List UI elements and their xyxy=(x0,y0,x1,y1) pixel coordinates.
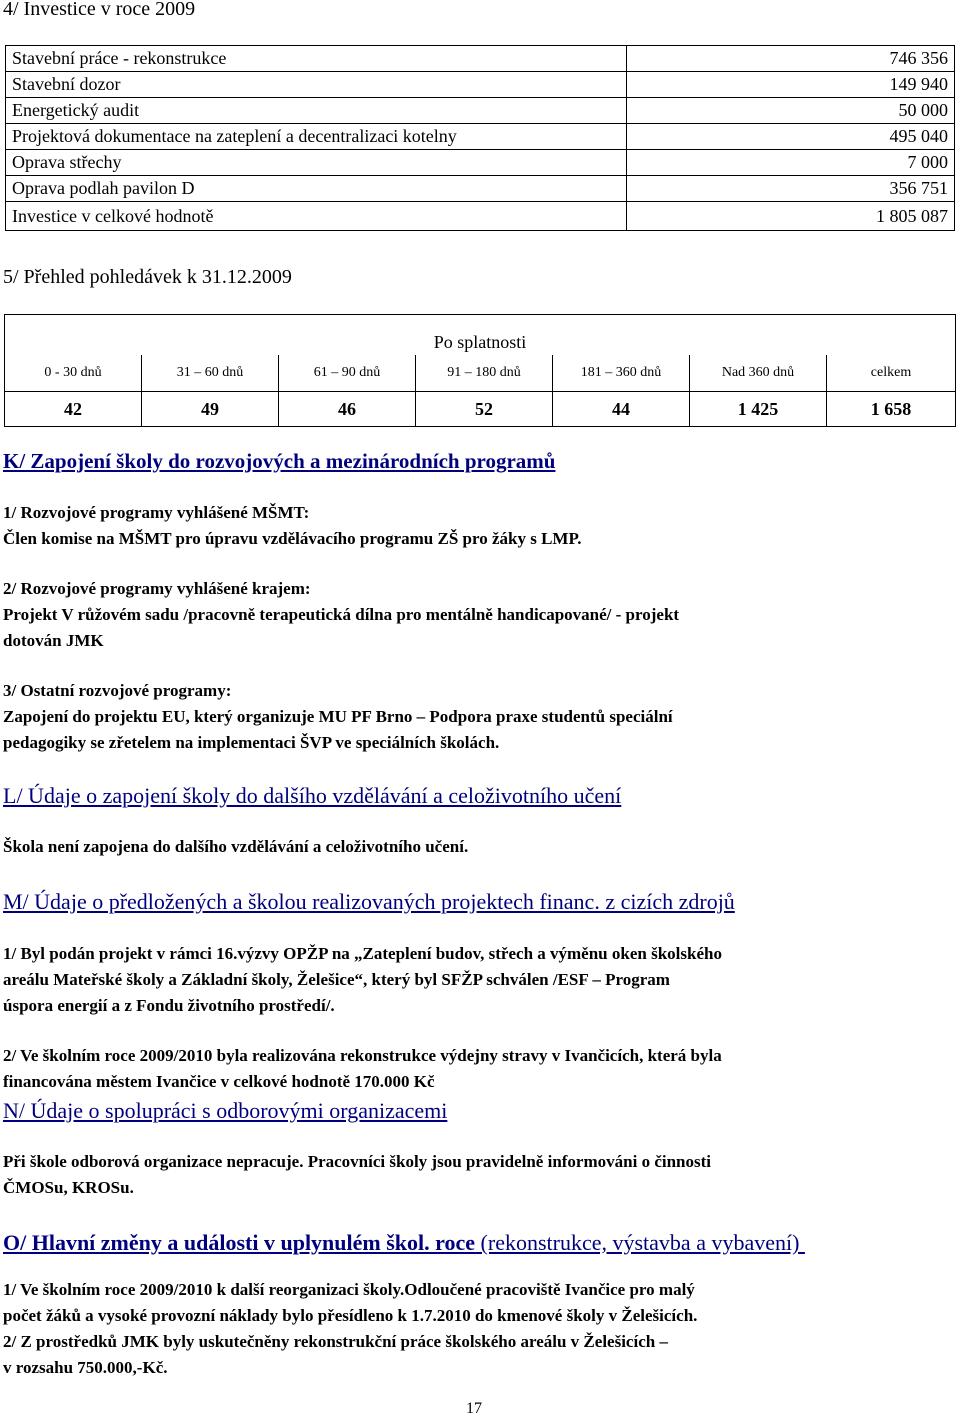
row-value: 149 940 xyxy=(627,72,955,98)
section-m-heading: M/ Údaje o předložených a školou realizovaných projektech financ. z cizích zdrojů xyxy=(3,889,735,914)
value-cell: 1 425 xyxy=(690,392,827,427)
section-k-heading: K/ Zapojení školy do rozvojových a mezinárodních programů xyxy=(3,449,556,473)
row-label: Oprava střechy xyxy=(6,150,627,176)
section-k-p1-line1: 1/ Rozvojové programy vyhlášené MŠMT: xyxy=(3,503,310,522)
section-m-p1-line3: úspora energií a z Fondu životního prostředí/. xyxy=(3,996,335,1015)
section-k-p3-line2: Zapojení do projektu EU, který organizuje MU PF Brno – Podpora praxe studentů speciální xyxy=(3,707,673,726)
table-row xyxy=(6,150,955,176)
section-k-p1-line2: Člen komise na MŠMT pro úpravu vzdělávacího programu ZŠ pro žáky s LMP. xyxy=(3,529,582,548)
table-row xyxy=(6,124,955,150)
row-label: Energetický audit xyxy=(6,98,627,124)
row-value: 495 040 xyxy=(627,124,955,150)
section-o-p2-line2: v rozsahu 750.000,-Kč. xyxy=(3,1358,168,1377)
section-k-p3-line1: 3/ Ostatní rozvojové programy: xyxy=(3,681,232,700)
group-header: Po splatnosti xyxy=(5,315,956,356)
section-o-heading-bold: O/ Hlavní změny a události v uplynulém škol. roce xyxy=(3,1230,476,1255)
section-m-p2-line2: financována městem Ivančice v celkové hodnotě 170.000 Kč xyxy=(3,1072,435,1091)
value-cell: 44 xyxy=(553,392,690,427)
column-header: celkem xyxy=(827,355,956,392)
row-value: 356 751 xyxy=(627,176,955,202)
table-row xyxy=(6,46,955,72)
section-n-line1: Při škole odborová organizace nepracuje. Pracovníci školy jsou pravidelně informováni o činnosti xyxy=(3,1152,711,1171)
column-header: 61 – 90 dnů xyxy=(279,355,416,392)
section-k-p2-line2: Projekt V růžovém sadu /pracovně terapeutická dílna pro mentálně handicapované/ - projekt xyxy=(3,605,680,624)
page-number: 17 xyxy=(466,1400,482,1417)
section-l-heading: L/ Údaje o zapojení školy do dalšího vzdělávání a celoživotního učení xyxy=(3,783,622,808)
section-o-p1-line1: 1/ Ve školním roce 2009/2010 k další reorganizaci školy.Odloučené pracoviště Ivančice pro malý xyxy=(3,1280,695,1299)
section-o-p2-line1: 2/ Z prostředků JMK byly uskutečněny rekonstrukční práce školského areálu v Želešicích – xyxy=(3,1332,668,1351)
column-header: Nad 360 dnů xyxy=(690,355,827,392)
section-m-p1-line2: areálu Mateřské školy a Základní školy, Želešice“, který byl SFŽP schválen /ESF – Program xyxy=(3,970,670,989)
section-o-p1-line2: počet žáků a vysoké provozní náklady bylo přesídleno k 1.7.2010 do kmenové školy v Želešicích. xyxy=(3,1306,698,1325)
table-row-total xyxy=(6,202,955,231)
row-value: 746 356 xyxy=(627,46,955,72)
section-m-p2-line1: 2/ Ve školním roce 2009/2010 byla realizována rekonstrukce výdejny stravy v Ivančicích, která byla xyxy=(3,1046,722,1065)
section-k-p2-line3: dotován JMK xyxy=(3,631,104,650)
section-m-p1-line1: 1/ Byl podán projekt v rámci 16.výzvy OPŽP na „Zateplení budov, střech a výměnu oken školského xyxy=(3,944,722,963)
section-k-p3-line3: pedagogiky se zřetelem na implementaci ŠVP ve speciálních školách. xyxy=(3,733,500,752)
section-n-line2: ČMOSu, KROSu. xyxy=(3,1178,134,1197)
receivables-table xyxy=(4,314,956,427)
section-l-text: Škola není zapojena do dalšího vzdělávání a celoživotního učení. xyxy=(3,837,469,856)
section-5-title: 5/ Přehled pohledávek k 31.12.2009 xyxy=(3,266,292,288)
column-header: 31 – 60 dnů xyxy=(142,355,279,392)
section-k-p2-line1: 2/ Rozvojové programy vyhlášené krajem: xyxy=(3,579,311,598)
investment-table xyxy=(5,45,955,231)
section-4-title: 4/ Investice v roce 2009 xyxy=(3,0,196,20)
table-row xyxy=(6,176,955,202)
column-header: 181 – 360 dnů xyxy=(553,355,690,392)
value-cell: 1 658 xyxy=(827,392,956,427)
column-header: 0 - 30 dnů xyxy=(5,355,142,392)
section-o-heading-normal: (rekonstrukce, výstavba a vybavení) xyxy=(475,1230,805,1255)
column-header: 91 – 180 dnů xyxy=(416,355,553,392)
table-row xyxy=(6,98,955,124)
row-label: Projektová dokumentace na zateplení a decentralizaci kotelny xyxy=(6,124,627,150)
row-label: Stavební dozor xyxy=(6,72,627,98)
section-o-heading xyxy=(3,1230,805,1256)
value-cell: 46 xyxy=(279,392,416,427)
row-label: Investice v celkové hodnotě xyxy=(6,202,627,231)
row-value: 7 000 xyxy=(627,150,955,176)
value-cell: 49 xyxy=(142,392,279,427)
row-value: 1 805 087 xyxy=(627,202,955,231)
section-n-heading: N/ Údaje o spolupráci s odborovými organizacemi xyxy=(3,1098,448,1123)
row-label: Oprava podlah pavilon D xyxy=(6,176,627,202)
row-value: 50 000 xyxy=(627,98,955,124)
value-cell: 52 xyxy=(416,392,553,427)
table-row xyxy=(6,72,955,98)
row-label: Stavební práce - rekonstrukce xyxy=(6,46,627,72)
value-cell: 42 xyxy=(5,392,142,427)
